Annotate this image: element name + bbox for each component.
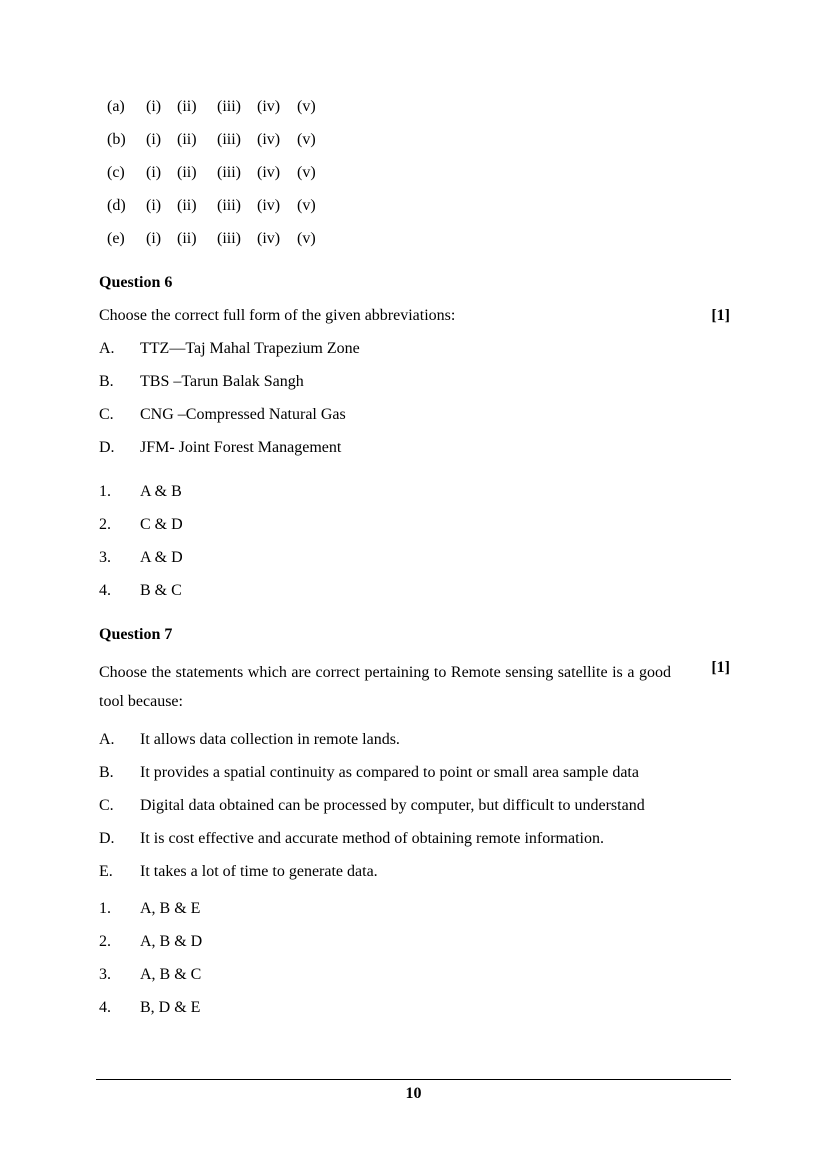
option-cell: (iv) (257, 98, 281, 115)
statement-list (99, 339, 730, 457)
statement-label: D. (99, 830, 115, 847)
row-label: (e) (107, 230, 125, 247)
marks-badge: [1] (711, 659, 730, 676)
option-cell: (i) (146, 98, 162, 115)
choice-row (99, 932, 730, 951)
choice-text: A, B & C (140, 966, 202, 983)
statement-row (99, 829, 730, 848)
option-cell: (iii) (217, 98, 241, 115)
choice-text: B, D & E (140, 999, 201, 1016)
choice-row (99, 965, 730, 984)
question-6 (99, 273, 730, 600)
statement-row (99, 862, 730, 881)
statement-label: B. (99, 764, 114, 781)
option-cell: (ii) (177, 230, 197, 247)
option-row-e (99, 229, 730, 248)
option-cell: (v) (297, 197, 316, 214)
option-cell: (v) (297, 131, 316, 148)
statement-row (99, 438, 730, 457)
row-label: (b) (107, 131, 126, 148)
statement-label: A. (99, 731, 115, 748)
choice-row (99, 548, 730, 567)
statement-text: It is cost effective and accurate method of obtaining remote information. (140, 830, 604, 847)
choice-text: B & C (140, 582, 182, 599)
choice-row (99, 482, 730, 501)
statement-row (99, 763, 730, 782)
option-cell: (iii) (217, 164, 241, 181)
option-cell: (ii) (177, 131, 197, 148)
option-cell: (i) (146, 131, 162, 148)
choice-label: 1. (99, 900, 111, 917)
statement-row (99, 730, 730, 749)
option-cell: (v) (297, 98, 316, 115)
choice-label: 3. (99, 966, 111, 983)
choice-row (99, 998, 730, 1017)
page-footer (96, 1079, 731, 1103)
option-cell: (i) (146, 230, 162, 247)
option-row-a (99, 97, 730, 116)
choice-label: 1. (99, 483, 111, 500)
row-label: (a) (107, 98, 125, 115)
choice-row (99, 581, 730, 600)
option-cell: (i) (146, 197, 162, 214)
statement-list (99, 730, 730, 881)
statement-row (99, 372, 730, 391)
choice-row (99, 899, 730, 918)
choice-list (99, 482, 730, 600)
choice-list (99, 899, 730, 1017)
option-row-d (99, 196, 730, 215)
statement-text: JFM- Joint Forest Management (140, 439, 342, 456)
choice-text: C & D (140, 516, 183, 533)
statement-row (99, 796, 730, 815)
option-row-c (99, 163, 730, 182)
question-prompt: Choose the correct full form of the given abbreviations: (99, 307, 456, 324)
statement-label: D. (99, 439, 115, 456)
marks-badge: [1] (711, 307, 730, 324)
statement-text: TTZ—Taj Mahal Trapezium Zone (140, 340, 360, 357)
option-cell: (v) (297, 230, 316, 247)
option-cell: (i) (146, 164, 162, 181)
option-cell: (iii) (217, 230, 241, 247)
choice-label: 4. (99, 999, 111, 1016)
option-row-b (99, 130, 730, 149)
row-label: (c) (107, 164, 125, 181)
statement-label: B. (99, 373, 114, 390)
page-number: 10 (405, 1085, 422, 1102)
choice-text: A & D (140, 549, 183, 566)
question-prompt-row (99, 658, 730, 716)
choice-row (99, 515, 730, 534)
statement-label: C. (99, 797, 114, 814)
question-heading: Question 6 (99, 274, 173, 291)
option-cell: (iv) (257, 197, 281, 214)
statement-row (99, 405, 730, 424)
choice-text: A, B & D (140, 933, 203, 950)
option-cell: (iv) (257, 131, 281, 148)
option-cell: (ii) (177, 98, 197, 115)
option-cell: (iii) (217, 197, 241, 214)
statement-label: C. (99, 406, 114, 423)
statement-label: A. (99, 340, 115, 357)
statement-text: TBS –Tarun Balak Sangh (140, 373, 304, 390)
question-prompt: Choose the statements which are correct pertaining to Remote sensing satellite is a good tool because: (99, 664, 671, 710)
choice-text: A, B & E (140, 900, 201, 917)
statement-text: It provides a spatial continuity as compared to point or small area sample data (140, 764, 639, 781)
option-cell: (ii) (177, 197, 197, 214)
option-cell: (ii) (177, 164, 197, 181)
question-prompt-row (99, 306, 730, 325)
choice-label: 2. (99, 516, 111, 533)
question-heading: Question 7 (99, 626, 173, 643)
row-label: (d) (107, 197, 126, 214)
option-matrix (99, 97, 730, 248)
statement-label: E. (99, 863, 113, 880)
choice-text: A & B (140, 483, 182, 500)
statement-text: It allows data collection in remote lands. (140, 731, 400, 748)
choice-label: 2. (99, 933, 111, 950)
choice-label: 3. (99, 549, 111, 566)
statement-row (99, 339, 730, 358)
option-cell: (iv) (257, 230, 281, 247)
question-7 (99, 625, 730, 1017)
option-cell: (iii) (217, 131, 241, 148)
option-cell: (iv) (257, 164, 281, 181)
statement-text: CNG –Compressed Natural Gas (140, 406, 346, 423)
statement-text: Digital data obtained can be processed by computer, but difficult to understand (140, 797, 645, 814)
choice-label: 4. (99, 582, 111, 599)
statement-text: It takes a lot of time to generate data. (140, 863, 378, 880)
option-cell: (v) (297, 164, 316, 181)
